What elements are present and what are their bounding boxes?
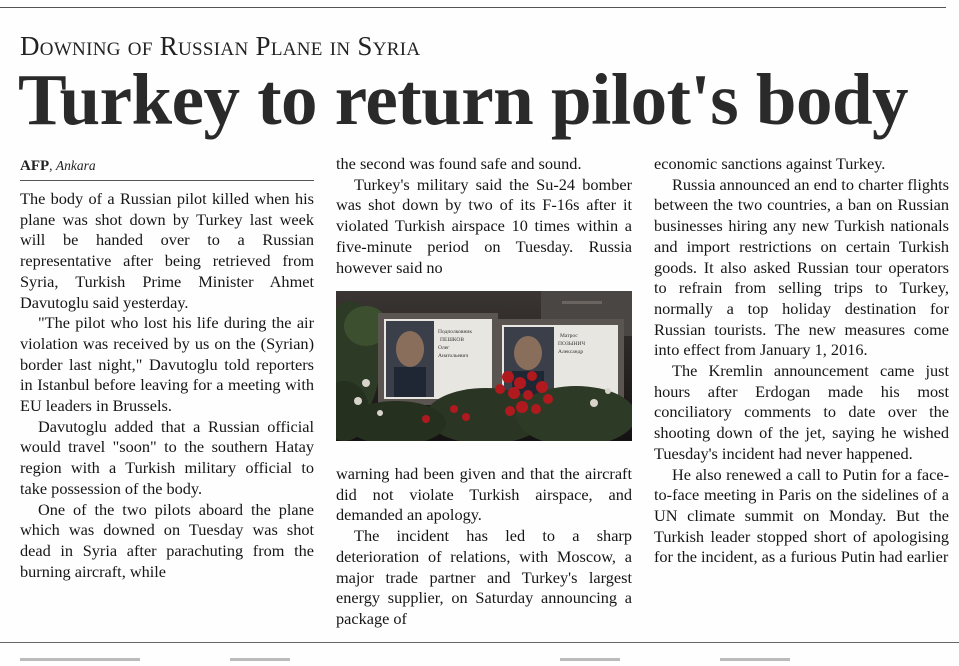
svg-text:Матрос: Матрос [560,333,578,339]
headline: Turkey to return pilot's body [18,59,909,140]
paragraph: the second was found safe and sound. [336,154,582,173]
paragraph: Russia announced an end to charter flights between the two countries, a ban on Russian businesses hiring any new Turkish nationals and import restrictions on certain Turkish goods. It also asked Russian tour operators to refrain from selling trips to Turkey, normally a top holiday destination for Russian tourists. The new measures come into effect from January 1, 2016. [654,174,949,360]
paragraph: economic sanctions against Turkey. [654,154,886,173]
paragraph: warning had been given and that the aircraft did not violate Turkish airspace, and demanded an apology. [336,464,632,525]
memorial-photo [336,291,632,441]
svg-text:Олег: Олег [438,345,450,351]
paragraph: He also renewed a call to Putin for a face-to-face meeting in Paris on the sidelines of a UN climate summit on Monday. But the Turkish leader stopped short of apologising for the incident, as a furious Putin had earlier [654,464,949,567]
paragraph: The incident has led to a sharp deterioration of relations, with Moscow, a major trade partner and Turkey's largest energy supplier, on Saturday announcing a package of [336,526,632,628]
section-kicker: Downing of Russian Plane in Syria [20,31,421,61]
paragraph: Turkey's military said the Su-24 bomber was shot down by two of its F-16s after it violated Turkish airspace 10 times within a five-minute period on Tuesday. Russia however said no [336,174,632,277]
svg-text:ПОЗЫНИЧ: ПОЗЫНИЧ [558,341,586,347]
svg-text:ПЕШКОВ: ПЕШКОВ [440,337,465,343]
bottom-rule [0,642,959,643]
top-rule [0,7,946,8]
article-column-2-top [336,154,632,278]
article-column-2-bottom [336,464,632,630]
paragraph: "The pilot who lost his life during the air violation was received by us on the (Syrian) border last night," Davutoglu told reporters in Istanbul before leaving for a meeting with EU leaders in Brussels. [20,313,314,416]
paragraph: One of the two pilots aboard the plane which was downed on Tuesday was shot dead in Syria after parachuting from the burning aircraft, while [20,499,314,581]
byline-separator: , [49,158,56,173]
byline [20,158,96,175]
byline-agency: AFP [20,158,50,174]
svg-text:Александр: Александр [558,349,584,355]
paragraph: The Kremlin announcement came just hours after Erdogan made his most conciliatory comments to date over the shooting down of the jet, saying he wished Tuesday's incident had never happened. [654,361,949,463]
article-column-3 [654,154,949,568]
next-article-edge [0,656,959,666]
paragraph: Davutoglu added that a Russian official would travel "soon" to the southern Hatay region with a Turkish military official to take possession of the body. [20,416,314,498]
byline-rule [20,180,314,181]
byline-place: Ankara [55,158,96,173]
memorial-photo-image [336,291,632,441]
svg-text:Анатольевич: Анатольевич [438,353,469,359]
article-column-1 [20,189,314,582]
svg-text:Подполковник: Подполковник [438,329,473,335]
paragraph: The body of a Russian pilot killed when his plane was shot down by Turkey last week will be handed over to a Russian representative after being retrieved from Syria, Turkish Prime Minister Ahmet Davutoglu said yesterday. [20,189,314,312]
